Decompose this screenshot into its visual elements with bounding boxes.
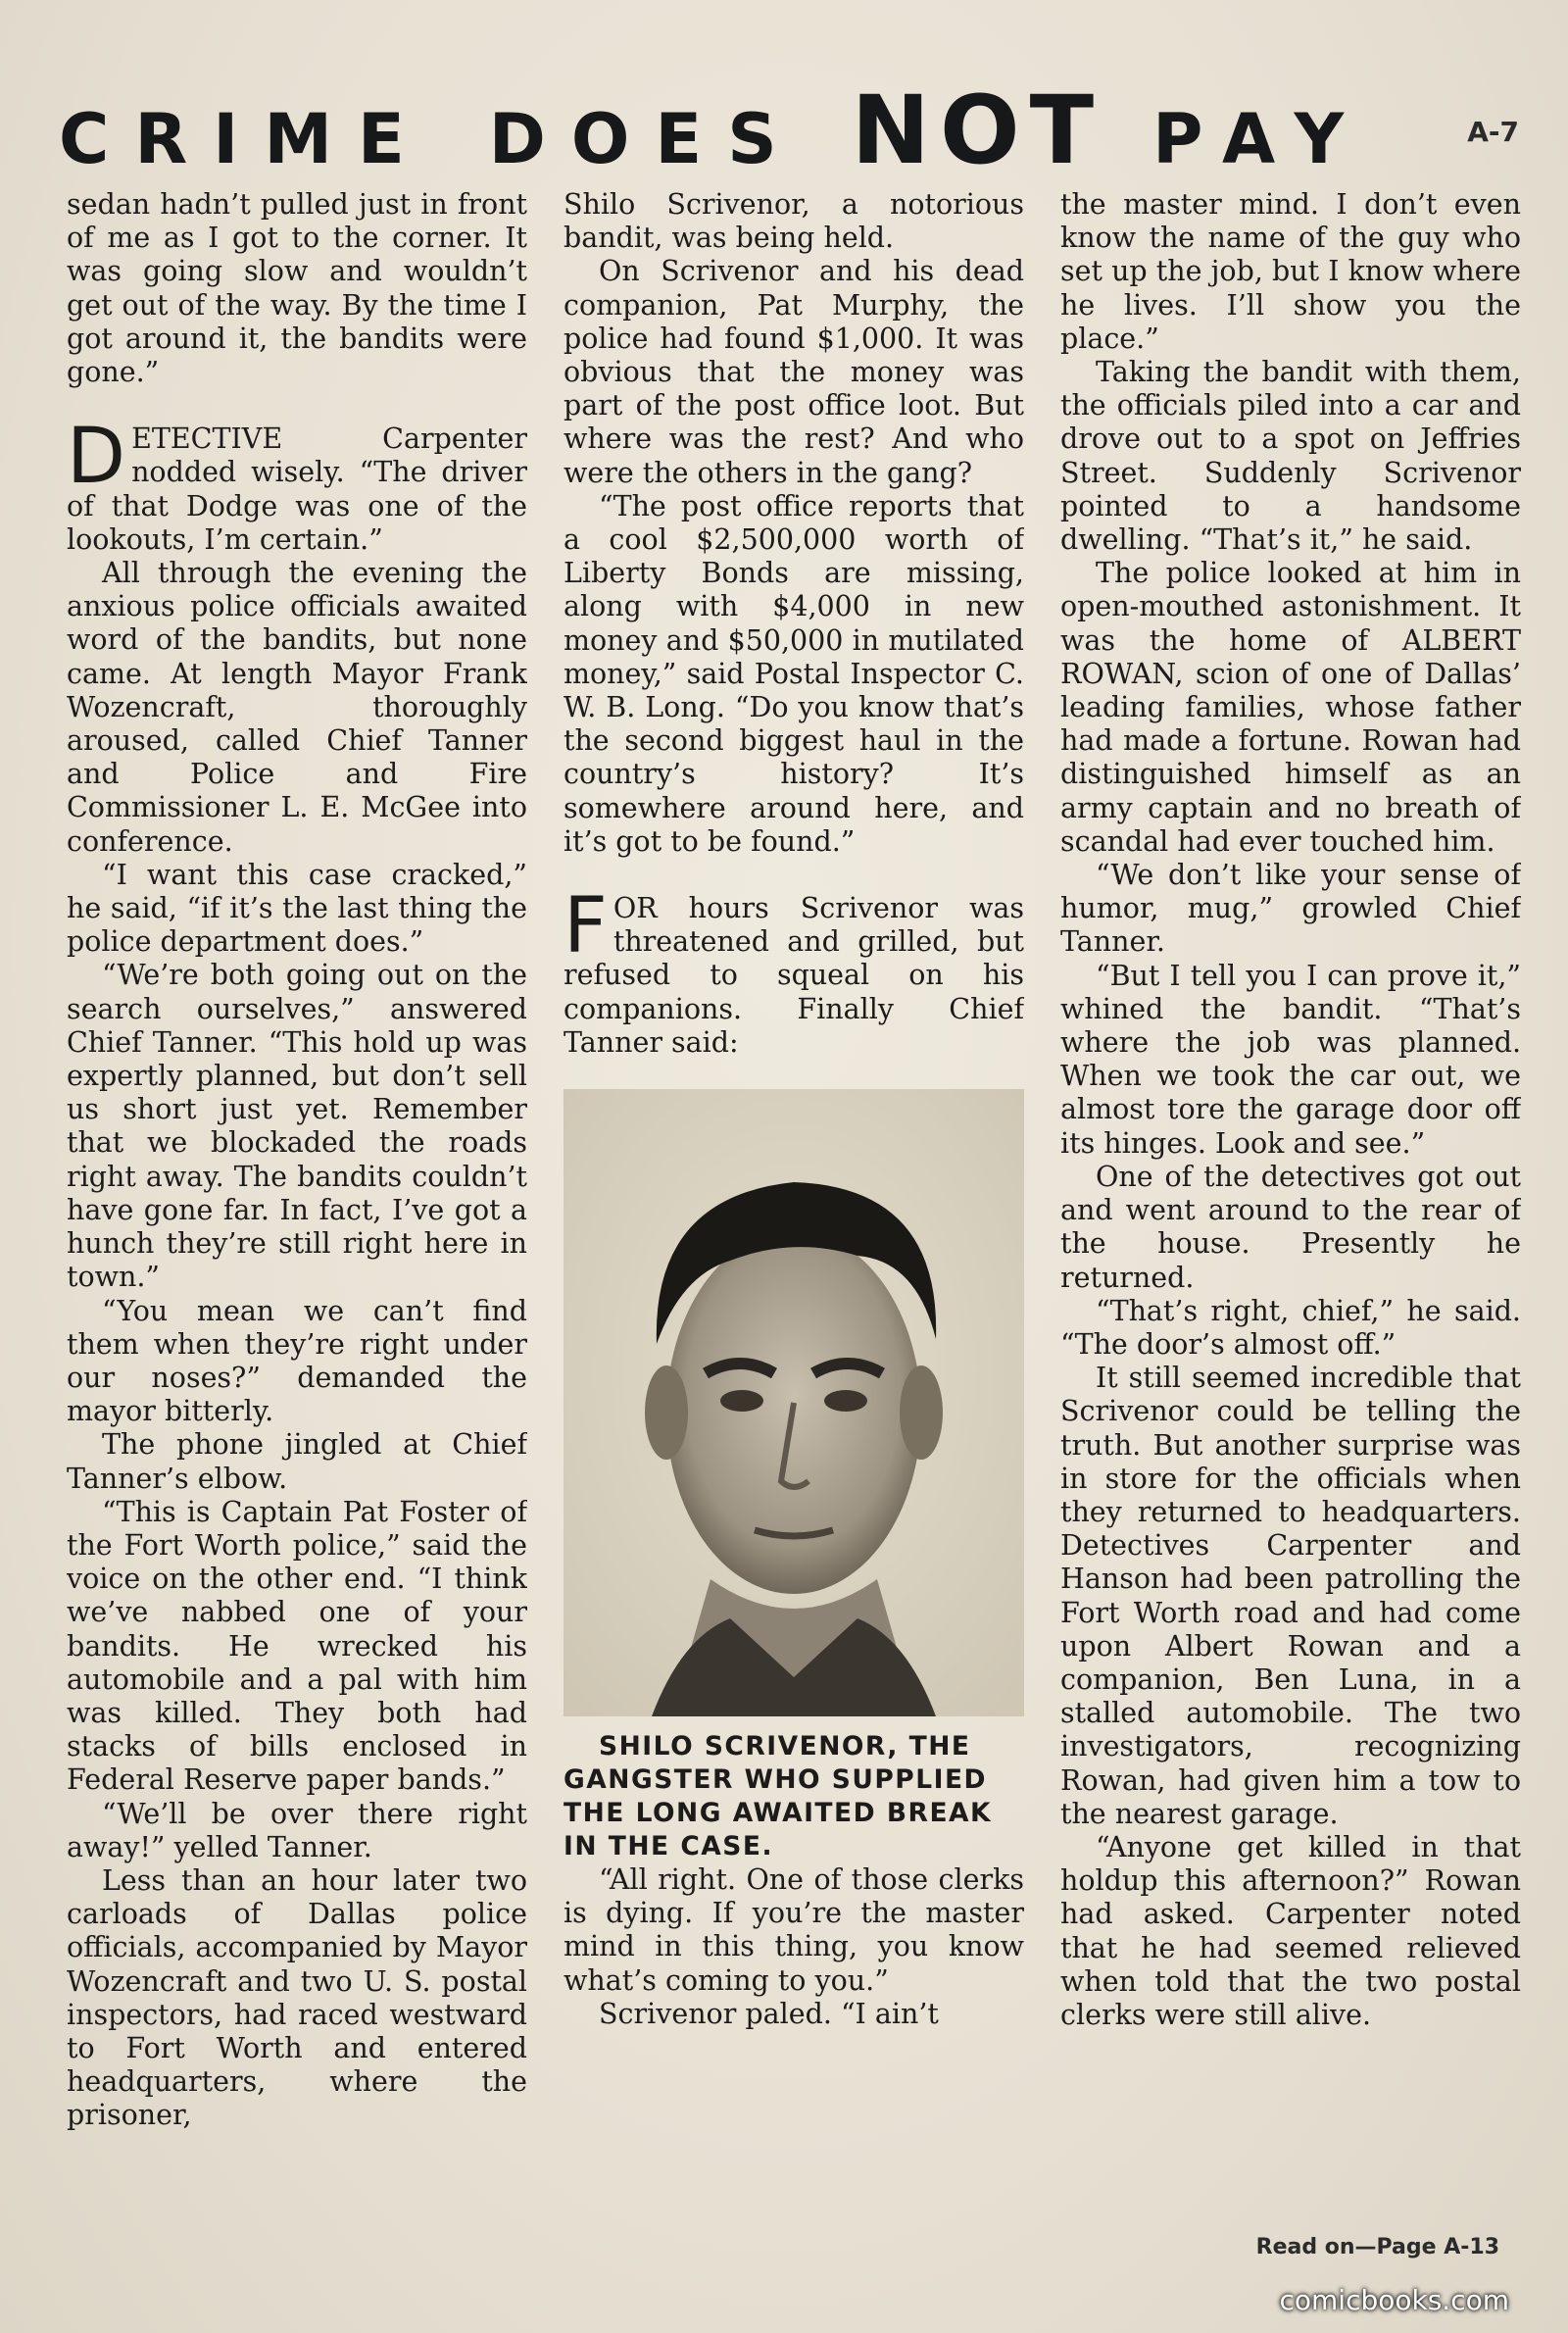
paragraph: All through the evening the anxious police officials awaited word of the bandits, but none came. At length Mayor Frank Wozencraft, thoroughly aroused, called Chief Tanner and Police and Fire Commissioner L. E. McGee into conference. (67, 557, 527, 858)
title-word-crime: CRIME (59, 99, 430, 179)
paragraph: “This is Captain Pat Foster of the Fort Worth police,” said the voice on the other end. “I think we’ve nabbed one of your bandits. He wrecked his automobile and a pal with him was killed. They both had stacks of bills enclosed in Federal Reserve paper bands.” (67, 1495, 527, 1797)
text-column-2 (564, 188, 1024, 2266)
paragraph: Less than an hour later two carloads of Dallas police officials, accompanied by Mayor Wozencraft and two U. S. postal inspectors, had raced westward to Fort Worth and entered headquarters, where the prisoner, (67, 1863, 527, 2132)
paragraph: Shilo Scrivenor, a notorious bandit, was being held. (564, 188, 1024, 255)
paragraph: the master mind. I don’t even know the name of the guy who set up the job, but I know where he lives. I’ll show you the place.” (1060, 188, 1521, 355)
paragraph: “But I tell you I can prove it,” whined the bandit. “That’s where the job was planned. When we took the car out, we almost tore the garage door off its hinges. Look and see.” (1060, 959, 1521, 1160)
paragraph: On Scrivenor and his dead companion, Pat Murphy, the police had found $1,000. It was obvious that the money was part of the post office loot. But where was the rest? And who were the others in the gang? (564, 255, 1024, 489)
paragraph: “All right. One of those clerks is dying. If you’re the master mind in this thing, you know what’s coming to you.” (564, 1863, 1024, 1997)
paragraph-dropcap: FOR hours Scrivenor was threatened and grilled, but refused to squeal on his companions. Finally Chief Tanner said: (564, 882, 1024, 1059)
portrait-illustration (564, 1089, 1024, 1716)
paragraph: “The post office reports that a cool $2,500,000 worth of Liberty Bonds are missing, along with $4,000 in new money and $50,000 in mutilated money,” said Postal Inspector C. W. B. Long. “Do you know that’s the second biggest haul in the country’s history? It’s somewhere around here, and it’s got to be found.” (564, 489, 1024, 858)
paragraph: “We’re both going out on the search ourselves,” answered Chief Tanner. “This hold up was expertly planned, but don’t sell us short just yet. Remember that we blockaded the roads right away. The bandits couldn’t have gone far. In fact, I’ve got a hunch they’re still right here in town.” (67, 959, 527, 1294)
paragraph: “I want this case cracked,” he said, “if it’s the last thing the police department does.” (67, 858, 527, 959)
title-word-does: DOES (488, 99, 803, 179)
title-word-not: NOT (851, 75, 1104, 185)
page-title (59, 76, 1431, 184)
paragraph: sedan hadn’t pulled just in front of me as I got to the corner. It was going slow and wouldn’t get out of the way. By the time I got around it, the bandits were gone.” (67, 188, 527, 389)
paragraph: “You mean we can’t find them when they’re right under our noses?” demanded the mayor bitterly. (67, 1294, 527, 1428)
portrait-photo (564, 1089, 1024, 1716)
text-column-3 (1060, 188, 1521, 2266)
paragraph: “That’s right, chief,” he said. “The door’s almost off.” (1060, 1294, 1521, 1361)
paragraph: “We don’t like your sense of humor, mug,” growled Chief Tanner. (1060, 859, 1521, 959)
paragraph: Taking the bandit with them, the officials piled into a car and drove out to a spot on Jeffries Street. Suddenly Scrivenor pointed to a handsome dwelling. “That’s it,” he said. (1060, 356, 1521, 557)
title-word-pay: PAY (1152, 99, 1370, 179)
paragraph: Scrivenor paled. “I ain’t (599, 1997, 939, 2030)
photo-caption: SHILO SCRIVENOR, THE GANGSTER WHO SUPPLIED THE LONG AWAITED BREAK IN THE CASE. (564, 1731, 993, 1862)
text-column-1 (67, 188, 527, 2266)
paragraph: The police looked at him in open-mouthed astonishment. It was the home of ALBERT ROWAN, scion of one of Dallas’ leading families, whose father had made a fortune. Rowan had distinguished himself as an army captain and no breath of scandal had ever touched him. (1060, 557, 1521, 858)
continuation-note: Read on—Page A-13 (1255, 2235, 1499, 2259)
paragraph: The phone jingled at Chief Tanner’s elbow. (67, 1428, 527, 1495)
watermark: comicbooks.com (1279, 2284, 1509, 2316)
page-header (59, 76, 1529, 184)
paragraph: “We’ll be over there right away!” yelled Tanner. (67, 1797, 527, 1863)
page-number: A-7 (1467, 116, 1519, 148)
paragraph: It still seemed incredible that Scrivenor could be telling the truth. But another surprise was in store for the officials when they returned to headquarters. Detectives Carpenter and Hanson had been patrolling the Fort Worth road and had come upon Albert Rowan and a companion, Ben Luna, in a stalled automobile. The two investigators, recognizing Rowan, had given him a tow to the nearest garage. (1060, 1362, 1521, 1830)
paragraph: “Anyone get killed in that holdup this afternoon?” Rowan had asked. Carpenter noted that he had seemed relieved when told that the two postal clerks were still alive. (1060, 1830, 1521, 2031)
paragraph-dropcap: DETECTIVE Carpenter nodded wisely. “The driver of that Dodge was one of the lookouts, I’m certain.” (67, 413, 527, 556)
paragraph: One of the detectives got out and went around to the rear of the house. Presently he returned. (1060, 1160, 1521, 1294)
